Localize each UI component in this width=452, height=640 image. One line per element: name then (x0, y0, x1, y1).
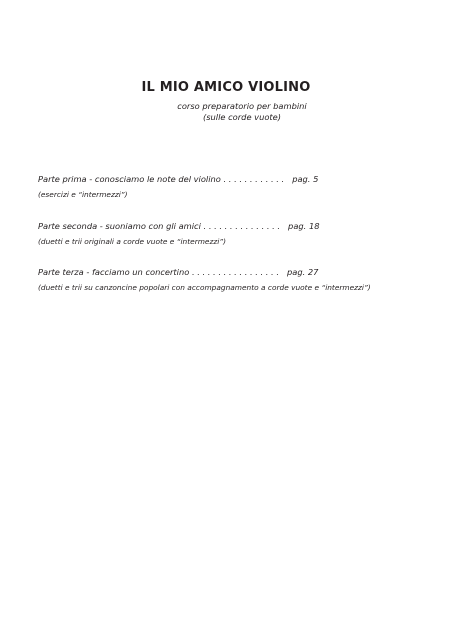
toc-entry-line (38, 221, 418, 232)
toc-entry-note: (duetti e trii su canzoncine popolari con accompagnamento a corde vuote e “intermezzi”) (38, 283, 371, 292)
toc-entry-part-2 (38, 221, 418, 247)
subtitle-line-1: corso preparatorio per bambini (177, 101, 307, 111)
document-subtitle (172, 101, 312, 123)
toc-entry-line (38, 174, 418, 185)
toc-entry-part-1 (38, 174, 418, 200)
toc-entry-text: Parte terza - facciamo un concertino . . . . . . . . . . . . . . . . . (38, 267, 279, 277)
toc-entry-note: (duetti e trii originali a corde vuote e “intermezzi”) (38, 237, 226, 246)
toc-entry-part-3 (38, 267, 418, 293)
toc-entry-text: Parte prima - conosciamo le note del violino . . . . . . . . . . . . (38, 174, 285, 184)
subtitle-line-2: (sulle corde vuote) (202, 112, 282, 122)
toc-entry-line (38, 267, 418, 278)
toc-entry-note: (esercizi e “intermezzi”) (38, 190, 128, 199)
toc-entry-page: pag. 27 (286, 267, 319, 277)
toc-entry-page: pag. 5 (292, 174, 319, 184)
document-title: IL MIO AMICO VIOLINO (141, 80, 311, 95)
toc-entry-page: pag. 18 (288, 221, 320, 231)
toc-entry-text: Parte seconda - suoniamo con gli amici . . . . . . . . . . . . . . . (38, 221, 281, 231)
